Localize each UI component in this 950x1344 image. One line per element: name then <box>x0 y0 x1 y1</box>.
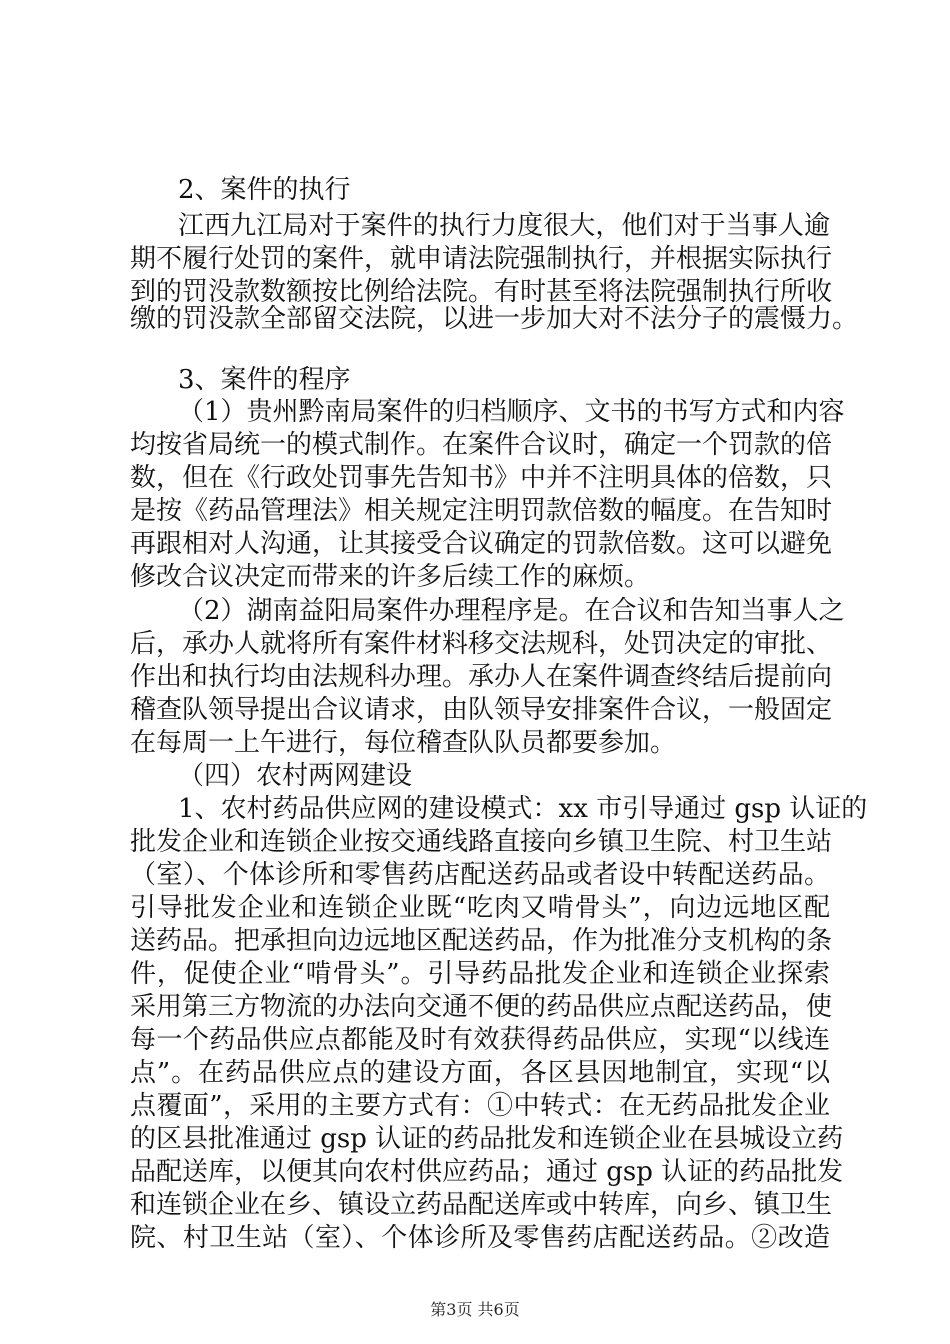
heading-case-execution: 2、案件的执行 <box>178 175 351 205</box>
paragraph-line: 再跟相对人沟通，让其接受合议确定的罚款倍数。这可以避免 <box>130 529 833 559</box>
paragraph-line: 均按省局统一的模式制作。在案件合议时，确定一个罚款的倍 <box>130 430 833 460</box>
paragraph-line: 引导批发企业和连锁企业既“吃肉又啃骨头”，向边远地区配 <box>130 893 830 923</box>
paragraph-line: 品配送库，以便其向农村供应药品；通过 gsp 认证的药品批发 <box>130 1157 844 1187</box>
paragraph-line: 采用第三方物流的办法向交通不便的药品供应点配送药品，使 <box>130 992 833 1022</box>
paragraph-line: 作出和执行均由法规科办理。承办人在案件调查终结后提前向 <box>130 662 833 692</box>
paragraph-line: 送药品。把承担向边远地区配送药品，作为批准分支机构的条 <box>130 926 833 956</box>
paragraph-line: 和连锁企业在乡、镇设立药品配送库或中转库，向乡、镇卫生 <box>130 1190 833 1220</box>
paragraph-line: 每一个药品供应点都能及时有效获得药品供应，实现“以线连 <box>130 1025 830 1055</box>
paragraph-line: 在每周一上午进行，每位稽查队队员都要参加。 <box>130 728 677 758</box>
paragraph-line: 院、村卫生站（室）、个体诊所及零售药店配送药品。②改造 <box>130 1223 830 1253</box>
paragraph-line: 后，承办人就将所有案件材料移交法规科，处罚决定的审批、 <box>130 629 833 659</box>
page-footer: 第3页 共6页 <box>430 1300 520 1319</box>
heading-rural-networks: （四）农村两网建设 <box>178 761 413 791</box>
paragraph-line: 件，促使企业“啃骨头”。引导药品批发企业和连锁企业探索 <box>130 959 830 989</box>
paragraph-line: （室）、个体诊所和零售药店配送药品或者设中转配送药品。 <box>130 860 830 890</box>
paragraph-line: 缴的罚没款全部留交法院，以进一步加大对不法分子的震慑力。 <box>130 304 859 334</box>
paragraph-line: （2）湖南益阳局案件办理程序是。在合议和告知当事人之 <box>178 596 845 626</box>
paragraph-line: 到的罚没款数额按比例给法院。有时甚至将法院强制执行所收 <box>130 277 833 307</box>
paragraph-line: 点覆面”，采用的主要方式有：①中转式：在无药品批发企业 <box>130 1091 830 1121</box>
heading-case-procedure: 3、案件的程序 <box>178 365 351 395</box>
paragraph-line: 稽查队领导提出合议请求，由队领导安排案件合议，一般固定 <box>130 695 833 725</box>
paragraph-line: 批发企业和连锁企业按交通线路直接向乡镇卫生院、村卫生站 <box>130 827 833 857</box>
paragraph-line: 修改合议决定而带来的许多后续工作的麻烦。 <box>130 562 651 592</box>
paragraph-line: 是按《药品管理法》相关规定注明罚款倍数的幅度。在告知时 <box>130 496 833 526</box>
paragraph-line: 的区县批准通过 gsp 认证的药品批发和连锁企业在县城设立药 <box>130 1124 844 1154</box>
paragraph-line: （1）贵州黔南局案件的归档顺序、文书的书写方式和内容 <box>178 397 845 427</box>
paragraph-line: 期不履行处罚的案件，就申请法院强制执行，并根据实际执行 <box>130 244 833 274</box>
paragraph-line: 1、农村药品供应网的建设模式：xx 市引导通过 gsp 认证的 <box>178 794 868 824</box>
paragraph-line: 点”。在药品供应点的建设方面，各区县因地制宜，实现“以 <box>130 1058 830 1088</box>
paragraph-line: 数，但在《行政处罚事先告知书》中并不注明具体的倍数，只 <box>130 463 833 493</box>
paragraph-line: 江西九江局对于案件的执行力度很大，他们对于当事人逾 <box>178 211 830 241</box>
